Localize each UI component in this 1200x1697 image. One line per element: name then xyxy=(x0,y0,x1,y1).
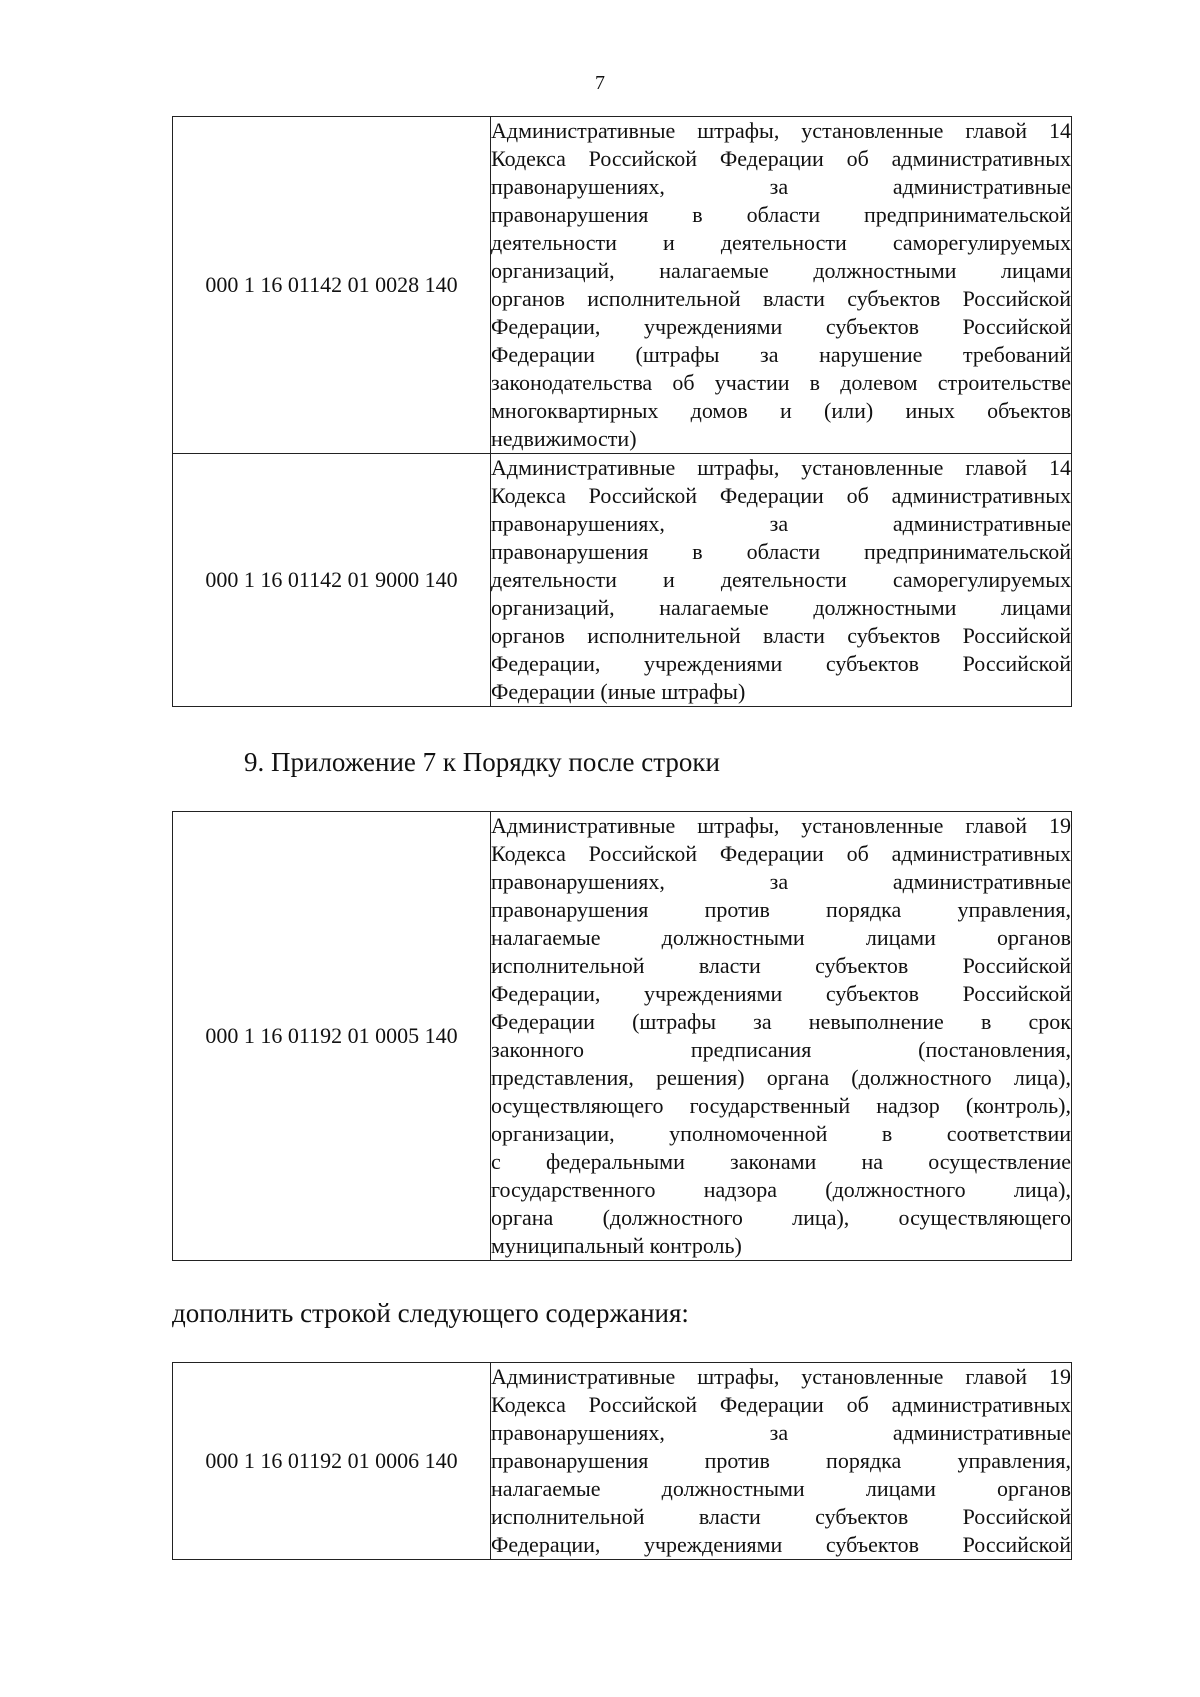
description-line: деятельности и деятельности саморегулируемых xyxy=(491,230,1071,255)
description-line: правонарушения против порядка управления, xyxy=(491,897,1071,922)
description-line: муниципальный контроль) xyxy=(491,1233,742,1258)
description-line: Федерации, учреждениями субъектов Российской xyxy=(491,314,1071,339)
code-description xyxy=(491,1363,1072,1560)
description-line: представления, решения) органа (должностного лица), xyxy=(491,1065,1071,1090)
description-line: Административные штрафы, установленные главой 14 xyxy=(491,118,1071,143)
description-line: государственного надзора (должностного лица), xyxy=(491,1177,1071,1202)
description-line: Федерации (штрафы за нарушение требований xyxy=(491,342,1071,367)
description-line: Федерации (штрафы за невыполнение в срок xyxy=(491,1009,1071,1034)
description-line: Федерации, учреждениями субъектов Российской xyxy=(491,981,1071,1006)
description-line: налагаемые должностными лицами органов xyxy=(491,1476,1071,1501)
description-line: правонарушениях, за административные xyxy=(491,869,1071,894)
budget-code: 000 1 16 01192 01 0006 140 xyxy=(173,1363,491,1560)
code-description xyxy=(491,812,1072,1261)
budget-code: 000 1 16 01142 01 9000 140 xyxy=(173,454,491,707)
description-line: деятельности и деятельности саморегулируемых xyxy=(491,567,1071,592)
description-line: организаций, налагаемые должностными лицами xyxy=(491,595,1071,620)
description-line: органов исполнительной власти субъектов Российской xyxy=(491,286,1071,311)
description-line: осуществляющего государственный надзор (контроль), xyxy=(491,1093,1071,1118)
budget-code: 000 1 16 01142 01 0028 140 xyxy=(173,117,491,454)
description-line: правонарушения в области предпринимательской xyxy=(491,202,1071,227)
description-line: исполнительной власти субъектов Российской xyxy=(491,1504,1071,1529)
description-line: с федеральными законами на осуществление xyxy=(491,1149,1071,1174)
table-row xyxy=(173,454,1072,707)
page-number: 7 xyxy=(595,72,605,94)
description-line: организации, уполномоченной в соответствии xyxy=(491,1121,1071,1146)
amendment-paragraph: дополнить строкой следующего содержания: xyxy=(172,1298,689,1328)
description-line: Кодекса Российской Федерации об административных xyxy=(491,483,1071,508)
table-row xyxy=(173,812,1072,1261)
description-line: Административные штрафы, установленные главой 14 xyxy=(491,455,1071,480)
description-line: Административные штрафы, установленные главой 19 xyxy=(491,1364,1071,1389)
description-line: законного предписания (постановления, xyxy=(491,1037,1071,1062)
description-line: Кодекса Российской Федерации об административных xyxy=(491,146,1071,171)
budget-code: 000 1 16 01192 01 0005 140 xyxy=(173,812,491,1261)
description-line: многоквартирных домов и (или) иных объектов xyxy=(491,398,1071,423)
description-line: исполнительной власти субъектов Российской xyxy=(491,953,1071,978)
description-line: Кодекса Российской Федерации об административных xyxy=(491,1392,1071,1417)
description-line: Федерации, учреждениями субъектов Российской xyxy=(491,1532,1071,1557)
description-line: Федерации, учреждениями субъектов Российской xyxy=(491,651,1071,676)
description-line: Кодекса Российской Федерации об административных xyxy=(491,841,1071,866)
description-line: недвижимости) xyxy=(491,426,637,451)
budget-codes-table-3 xyxy=(172,1362,1072,1560)
table-row xyxy=(173,117,1072,454)
description-line: законодательства об участии в долевом строительстве xyxy=(491,370,1071,395)
description-line: правонарушениях, за административные xyxy=(491,511,1071,536)
description-line: Федерации (иные штрафы) xyxy=(491,679,746,704)
description-line: правонарушения против порядка управления, xyxy=(491,1448,1071,1473)
description-line: органов исполнительной власти субъектов Российской xyxy=(491,623,1071,648)
description-line: налагаемые должностными лицами органов xyxy=(491,925,1071,950)
code-description xyxy=(491,117,1072,454)
description-line: правонарушениях, за административные xyxy=(491,1420,1071,1445)
description-line: органа (должностного лица), осуществляющего xyxy=(491,1205,1071,1230)
amendment-paragraph: 9. Приложение 7 к Порядку после строки xyxy=(244,747,720,777)
description-line: Административные штрафы, установленные главой 19 xyxy=(491,813,1071,838)
description-line: правонарушения в области предпринимательской xyxy=(491,539,1071,564)
code-description xyxy=(491,454,1072,707)
description-line: организаций, налагаемые должностными лицами xyxy=(491,258,1071,283)
budget-codes-table-1 xyxy=(172,116,1072,707)
table-row xyxy=(173,1363,1072,1560)
description-line: правонарушениях, за административные xyxy=(491,174,1071,199)
budget-codes-table-2 xyxy=(172,811,1072,1261)
